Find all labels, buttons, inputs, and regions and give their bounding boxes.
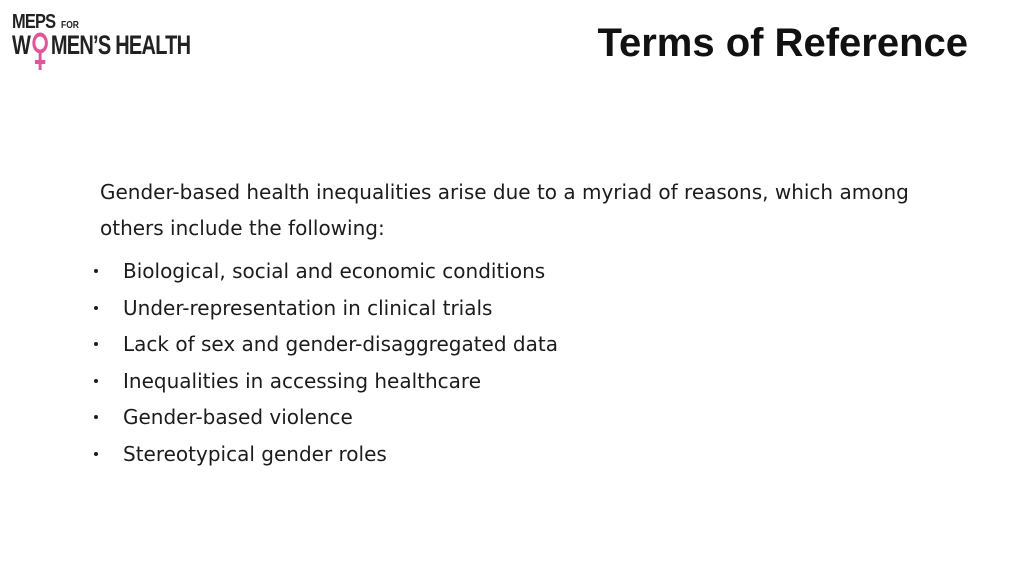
logo-meps-text: MEPS [12, 11, 56, 33]
list-item-text: Biological, social and economic conditions [123, 259, 546, 283]
list-item-text: Inequalities in accessing healthcare [123, 368, 482, 393]
meps-for-womens-health-logo [12, 12, 212, 74]
logo-for-text: FOR [60, 20, 79, 31]
reasons-list [88, 253, 558, 472]
logo-line-1 [12, 12, 82, 32]
list-item [88, 436, 558, 473]
bullet-dot-icon [94, 269, 98, 273]
list-item-text: Stereotypical gender roles [123, 441, 387, 466]
list-item [88, 363, 558, 400]
intro-paragraph: Gender-based health inequalities arise due to a myriad of reasons, which among others include the following: [100, 180, 909, 240]
bullet-dot-icon [94, 452, 98, 456]
list-item-text: Under-representation in clinical trials [123, 295, 493, 320]
bullet-dot-icon [94, 379, 98, 383]
list-item [88, 253, 558, 290]
bullet-dot-icon [94, 342, 98, 346]
list-item [88, 290, 558, 327]
female-symbol-icon [31, 32, 50, 72]
list-item [88, 326, 558, 363]
logo-mens-health-text: MEN’S HEALTH [50, 30, 191, 60]
list-item-text: Lack of sex and gender-disaggregated data [123, 332, 558, 356]
slide-title: Terms of Reference [597, 21, 968, 65]
bullet-dot-icon [94, 415, 98, 419]
logo-line-2 [12, 32, 190, 72]
list-item-text: Gender-based violence [123, 405, 353, 429]
list-item [88, 399, 558, 436]
logo-w-letter: W [12, 30, 31, 60]
bullet-dot-icon [94, 306, 98, 310]
